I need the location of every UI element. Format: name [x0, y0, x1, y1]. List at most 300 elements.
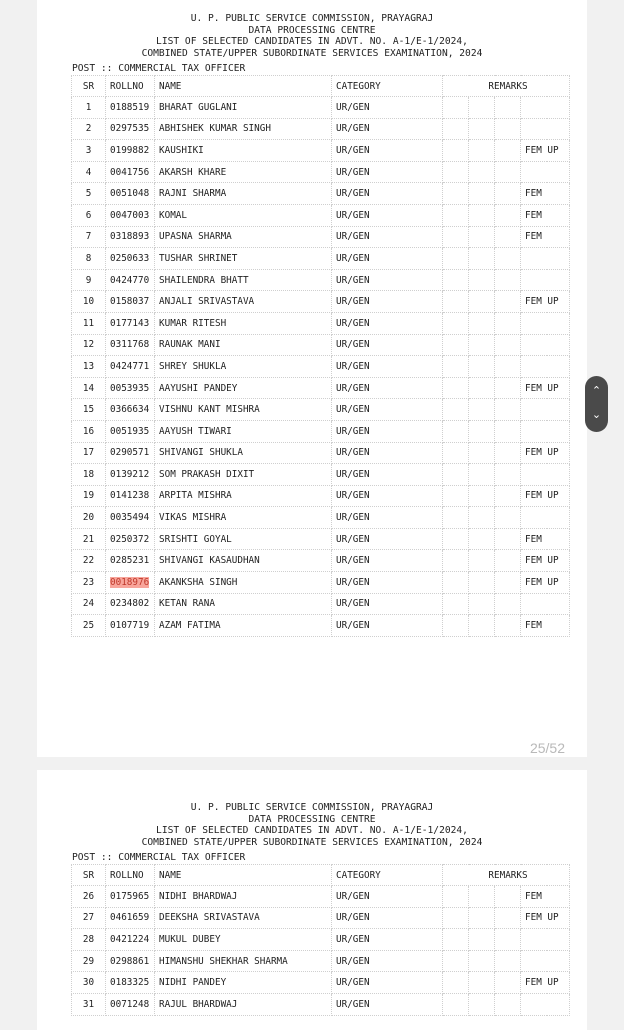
row-sr: 14 — [72, 377, 106, 399]
chevron-down-icon[interactable]: ⌄ — [591, 408, 602, 421]
table-row — [72, 140, 570, 162]
row-remarks-blank — [443, 972, 469, 994]
row-name: SRISHTI GOYAL — [155, 528, 332, 550]
row-name: ARPITA MISHRA — [155, 485, 332, 507]
table-row — [72, 204, 570, 226]
row-remarks-blank — [443, 593, 469, 615]
row-remarks-blank — [495, 183, 521, 205]
candidates-table — [71, 75, 570, 637]
row-name: KAUSHIKI — [155, 140, 332, 162]
row-remarks: FEM UP — [521, 550, 570, 572]
row-remarks — [521, 356, 570, 378]
row-remarks-blank — [495, 248, 521, 270]
row-remarks: FEM — [521, 886, 570, 908]
row-name: KUMAR RITESH — [155, 312, 332, 334]
row-sr: 25 — [72, 615, 106, 637]
row-rollno: 0183325 — [106, 972, 155, 994]
row-remarks-blank — [469, 140, 495, 162]
row-sr: 30 — [72, 972, 106, 994]
table-row — [72, 593, 570, 615]
row-remarks: FEM UP — [521, 572, 570, 594]
row-category: UR/GEN — [332, 377, 443, 399]
row-remarks-blank — [495, 226, 521, 248]
row-category: UR/GEN — [332, 464, 443, 486]
row-remarks: FEM — [521, 528, 570, 550]
row-remarks: FEM UP — [521, 140, 570, 162]
row-sr: 15 — [72, 399, 106, 421]
chevron-up-icon[interactable]: ⌃ — [591, 384, 602, 397]
row-remarks-blank — [469, 226, 495, 248]
row-remarks-blank — [495, 269, 521, 291]
row-remarks-blank — [443, 615, 469, 637]
row-sr: 18 — [72, 464, 106, 486]
table-row — [72, 161, 570, 183]
row-category: UR/GEN — [332, 507, 443, 529]
row-name: MUKUL DUBEY — [155, 929, 332, 951]
page-number: 25/52 — [529, 740, 565, 756]
table-row — [72, 929, 570, 951]
row-rollno: 0424770 — [106, 269, 155, 291]
row-sr: 3 — [72, 140, 106, 162]
row-remarks-blank — [469, 334, 495, 356]
row-remarks-blank — [469, 464, 495, 486]
row-category: UR/GEN — [332, 312, 443, 334]
row-name: SHAILENDRA BHATT — [155, 269, 332, 291]
row-remarks-blank — [443, 312, 469, 334]
row-remarks: FEM — [521, 204, 570, 226]
row-sr: 4 — [72, 161, 106, 183]
table-body — [72, 886, 570, 1016]
row-remarks-blank — [443, 950, 469, 972]
row-remarks-blank — [495, 485, 521, 507]
row-remarks-blank — [469, 993, 495, 1015]
table-row — [72, 507, 570, 529]
row-name: DEEKSHA SRIVASTAVA — [155, 907, 332, 929]
row-rollno — [106, 572, 155, 594]
row-remarks-blank — [469, 269, 495, 291]
row-sr: 19 — [72, 485, 106, 507]
row-remarks-blank — [443, 334, 469, 356]
row-name: VISHNU KANT MISHRA — [155, 399, 332, 421]
row-rollno: 0041756 — [106, 161, 155, 183]
header-exam: COMBINED STATE/UPPER SUBORDINATE SERVICES EXAMINATION, 2024 — [141, 836, 483, 848]
row-rollno: 0234802 — [106, 593, 155, 615]
row-remarks-blank — [469, 118, 495, 140]
col-category: CATEGORY — [332, 76, 443, 97]
row-remarks-blank — [443, 550, 469, 572]
row-remarks-blank — [469, 929, 495, 951]
row-category: UR/GEN — [332, 993, 443, 1015]
row-remarks-blank — [443, 377, 469, 399]
col-rollno: ROLLNO — [106, 865, 155, 886]
row-name: TUSHAR SHRINET — [155, 248, 332, 270]
row-rollno: 0141238 — [106, 485, 155, 507]
row-sr: 2 — [72, 118, 106, 140]
row-category: UR/GEN — [332, 269, 443, 291]
row-remarks-blank — [443, 907, 469, 929]
row-category: UR/GEN — [332, 97, 443, 119]
row-remarks — [521, 507, 570, 529]
row-sr: 11 — [72, 312, 106, 334]
row-remarks-blank — [469, 161, 495, 183]
table-row — [72, 420, 570, 442]
row-category: UR/GEN — [332, 226, 443, 248]
row-sr: 8 — [72, 248, 106, 270]
row-remarks-blank — [469, 528, 495, 550]
table-row — [72, 183, 570, 205]
row-rollno: 0199882 — [106, 140, 155, 162]
row-remarks-blank — [495, 572, 521, 594]
row-rollno: 0250633 — [106, 248, 155, 270]
post-label: POST :: COMMERCIAL TAX OFFICER — [72, 63, 246, 74]
row-remarks-blank — [443, 291, 469, 313]
highlighted-rollno: 0018976 — [110, 576, 150, 588]
row-remarks — [521, 97, 570, 119]
row-name: BHARAT GUGLANI — [155, 97, 332, 119]
row-remarks-blank — [443, 248, 469, 270]
row-remarks-blank — [469, 97, 495, 119]
row-remarks-blank — [443, 226, 469, 248]
pdf-page-25 — [37, 0, 587, 757]
table-row — [72, 464, 570, 486]
header-commission: U. P. PUBLIC SERVICE COMMISSION, PRAYAGRAJ — [190, 802, 434, 813]
row-remarks-blank — [469, 507, 495, 529]
row-remarks-blank — [469, 485, 495, 507]
table-row — [72, 485, 570, 507]
header-centre: DATA PROCESSING CENTRE — [248, 813, 376, 825]
row-rollno: 0107719 — [106, 615, 155, 637]
row-rollno: 0298861 — [106, 950, 155, 972]
row-rollno: 0188519 — [106, 97, 155, 119]
row-remarks-blank — [443, 97, 469, 119]
row-category: UR/GEN — [332, 291, 443, 313]
row-sr: 5 — [72, 183, 106, 205]
row-name: AAYUSHI PANDEY — [155, 377, 332, 399]
row-sr: 26 — [72, 886, 106, 908]
row-rollno: 0366634 — [106, 399, 155, 421]
row-name: SHREY SHUKLA — [155, 356, 332, 378]
row-remarks-blank — [469, 442, 495, 464]
row-category: UR/GEN — [332, 334, 443, 356]
row-remarks-blank — [469, 593, 495, 615]
row-sr: 28 — [72, 929, 106, 951]
row-remarks — [521, 118, 570, 140]
row-remarks-blank — [495, 442, 521, 464]
row-remarks-blank — [443, 420, 469, 442]
row-category: UR/GEN — [332, 950, 443, 972]
row-remarks-blank — [495, 161, 521, 183]
table-header-row — [72, 76, 570, 97]
table-row — [72, 550, 570, 572]
table-row — [72, 269, 570, 291]
row-rollno: 0139212 — [106, 464, 155, 486]
row-category: UR/GEN — [332, 886, 443, 908]
row-remarks-blank — [443, 399, 469, 421]
post-label: POST :: COMMERCIAL TAX OFFICER — [72, 852, 246, 863]
table-row — [72, 377, 570, 399]
row-remarks: FEM UP — [521, 485, 570, 507]
row-remarks-blank — [495, 334, 521, 356]
row-rollno: 0250372 — [106, 528, 155, 550]
row-remarks-blank — [495, 97, 521, 119]
row-remarks: FEM UP — [521, 291, 570, 313]
row-remarks — [521, 334, 570, 356]
header-list-title: LIST OF SELECTED CANDIDATES IN ADVT. NO. A-1/E-1/2024, — [156, 825, 468, 836]
row-rollno: 0053935 — [106, 377, 155, 399]
row-category: UR/GEN — [332, 161, 443, 183]
col-category: CATEGORY — [332, 865, 443, 886]
header-centre: DATA PROCESSING CENTRE — [248, 24, 376, 36]
row-remarks-blank — [443, 204, 469, 226]
row-rollno: 0047003 — [106, 204, 155, 226]
row-sr: 17 — [72, 442, 106, 464]
col-sr: SR — [72, 865, 106, 886]
table-body — [72, 97, 570, 637]
row-rollno: 0311768 — [106, 334, 155, 356]
row-sr: 29 — [72, 950, 106, 972]
row-category: UR/GEN — [332, 420, 443, 442]
row-remarks — [521, 464, 570, 486]
pdf-page-26 — [37, 770, 587, 1030]
row-rollno: 0071248 — [106, 993, 155, 1015]
row-name: NIDHI BHARDWAJ — [155, 886, 332, 908]
row-remarks-blank — [495, 907, 521, 929]
row-remarks — [521, 312, 570, 334]
document-header — [37, 0, 587, 59]
row-category: UR/GEN — [332, 929, 443, 951]
row-remarks-blank — [495, 377, 521, 399]
table-row — [72, 399, 570, 421]
row-rollno: 0051935 — [106, 420, 155, 442]
row-remarks-blank — [495, 972, 521, 994]
col-rollno: ROLLNO — [106, 76, 155, 97]
col-name: NAME — [155, 865, 332, 886]
table-row — [72, 442, 570, 464]
row-remarks-blank — [469, 420, 495, 442]
row-remarks-blank — [495, 950, 521, 972]
table-row — [72, 248, 570, 270]
row-remarks-blank — [443, 572, 469, 594]
row-remarks: FEM UP — [521, 442, 570, 464]
row-sr: 27 — [72, 907, 106, 929]
row-sr: 9 — [72, 269, 106, 291]
row-rollno: 0424771 — [106, 356, 155, 378]
row-remarks-blank — [443, 269, 469, 291]
row-remarks-blank — [469, 377, 495, 399]
row-name: RAUNAK MANI — [155, 334, 332, 356]
row-remarks-blank — [469, 183, 495, 205]
row-sr: 23 — [72, 572, 106, 594]
row-remarks: FEM UP — [521, 377, 570, 399]
row-rollno: 0421224 — [106, 929, 155, 951]
candidates-table — [71, 864, 570, 1016]
row-remarks — [521, 420, 570, 442]
row-remarks-blank — [469, 248, 495, 270]
row-remarks — [521, 161, 570, 183]
row-remarks-blank — [495, 356, 521, 378]
page-scroll-control[interactable] — [585, 376, 608, 432]
table-row — [72, 118, 570, 140]
row-category: UR/GEN — [332, 593, 443, 615]
table-row — [72, 312, 570, 334]
row-sr: 1 — [72, 97, 106, 119]
table-row — [72, 615, 570, 637]
row-name: ABHISHEK KUMAR SINGH — [155, 118, 332, 140]
table-row — [72, 356, 570, 378]
row-rollno: 0051048 — [106, 183, 155, 205]
document-header — [37, 770, 587, 848]
table-row — [72, 950, 570, 972]
row-sr: 21 — [72, 528, 106, 550]
row-remarks — [521, 248, 570, 270]
row-remarks-blank — [469, 550, 495, 572]
row-name: RAJNI SHARMA — [155, 183, 332, 205]
row-sr: 20 — [72, 507, 106, 529]
table-row — [72, 572, 570, 594]
row-remarks-blank — [495, 593, 521, 615]
row-sr: 13 — [72, 356, 106, 378]
row-remarks: FEM — [521, 183, 570, 205]
row-name: HIMANSHU SHEKHAR SHARMA — [155, 950, 332, 972]
row-category: UR/GEN — [332, 550, 443, 572]
row-remarks — [521, 993, 570, 1015]
row-remarks-blank — [469, 972, 495, 994]
row-category: UR/GEN — [332, 399, 443, 421]
row-sr: 22 — [72, 550, 106, 572]
row-remarks-blank — [495, 399, 521, 421]
row-rollno: 0175965 — [106, 886, 155, 908]
row-rollno: 0177143 — [106, 312, 155, 334]
row-remarks-blank — [443, 886, 469, 908]
row-remarks-blank — [443, 507, 469, 529]
col-sr: SR — [72, 76, 106, 97]
row-remarks-blank — [495, 993, 521, 1015]
row-remarks-blank — [469, 291, 495, 313]
row-remarks-blank — [469, 312, 495, 334]
row-name: KETAN RANA — [155, 593, 332, 615]
table-row — [72, 97, 570, 119]
row-rollno: 0290571 — [106, 442, 155, 464]
table-row — [72, 291, 570, 313]
row-category: UR/GEN — [332, 118, 443, 140]
row-name: ANJALI SRIVASTAVA — [155, 291, 332, 313]
row-remarks-blank — [495, 140, 521, 162]
row-remarks-blank — [469, 907, 495, 929]
row-remarks-blank — [495, 550, 521, 572]
row-sr: 7 — [72, 226, 106, 248]
header-commission: U. P. PUBLIC SERVICE COMMISSION, PRAYAGRAJ — [190, 13, 434, 24]
row-category: UR/GEN — [332, 442, 443, 464]
row-name: AKANKSHA SINGH — [155, 572, 332, 594]
row-name: KOMAL — [155, 204, 332, 226]
row-category: UR/GEN — [332, 248, 443, 270]
row-remarks-blank — [469, 886, 495, 908]
row-remarks-blank — [495, 929, 521, 951]
row-remarks-blank — [443, 161, 469, 183]
row-rollno: 0158037 — [106, 291, 155, 313]
row-rollno: 0297535 — [106, 118, 155, 140]
row-name: AAYUSH TIWARI — [155, 420, 332, 442]
table-row — [72, 334, 570, 356]
row-remarks — [521, 399, 570, 421]
row-remarks-blank — [469, 356, 495, 378]
row-remarks — [521, 950, 570, 972]
row-remarks: FEM UP — [521, 972, 570, 994]
row-remarks-blank — [469, 399, 495, 421]
row-sr: 6 — [72, 204, 106, 226]
row-category: UR/GEN — [332, 356, 443, 378]
row-rollno: 0461659 — [106, 907, 155, 929]
row-remarks-blank — [443, 442, 469, 464]
row-remarks-blank — [443, 140, 469, 162]
row-remarks-blank — [443, 528, 469, 550]
table-row — [72, 226, 570, 248]
row-remarks-blank — [469, 950, 495, 972]
row-remarks-blank — [469, 572, 495, 594]
table-row — [72, 907, 570, 929]
row-sr: 10 — [72, 291, 106, 313]
row-remarks-blank — [443, 356, 469, 378]
row-sr: 16 — [72, 420, 106, 442]
table-row — [72, 972, 570, 994]
row-name: AZAM FATIMA — [155, 615, 332, 637]
row-category: UR/GEN — [332, 615, 443, 637]
row-remarks: FEM — [521, 615, 570, 637]
row-remarks: FEM UP — [521, 907, 570, 929]
row-category: UR/GEN — [332, 528, 443, 550]
row-remarks-blank — [443, 485, 469, 507]
row-remarks-blank — [469, 204, 495, 226]
table-header-row — [72, 865, 570, 886]
row-remarks-blank — [443, 183, 469, 205]
row-rollno: 0035494 — [106, 507, 155, 529]
row-category: UR/GEN — [332, 907, 443, 929]
row-category: UR/GEN — [332, 485, 443, 507]
row-rollno: 0285231 — [106, 550, 155, 572]
row-remarks-blank — [495, 464, 521, 486]
row-category: UR/GEN — [332, 972, 443, 994]
row-remarks-blank — [495, 507, 521, 529]
row-remarks-blank — [443, 464, 469, 486]
row-remarks-blank — [495, 615, 521, 637]
col-remarks: REMARKS — [443, 865, 570, 886]
header-list-title: LIST OF SELECTED CANDIDATES IN ADVT. NO. A-1/E-1/2024, — [156, 36, 468, 47]
row-remarks-blank — [495, 118, 521, 140]
row-sr: 31 — [72, 993, 106, 1015]
row-sr: 12 — [72, 334, 106, 356]
row-remarks-blank — [443, 993, 469, 1015]
row-name: NIDHI PANDEY — [155, 972, 332, 994]
row-sr: 24 — [72, 593, 106, 615]
row-remarks-blank — [495, 204, 521, 226]
row-remarks-blank — [443, 118, 469, 140]
row-name: SOM PRAKASH DIXIT — [155, 464, 332, 486]
row-remarks: FEM — [521, 226, 570, 248]
table-row — [72, 886, 570, 908]
col-remarks: REMARKS — [443, 76, 570, 97]
row-remarks-blank — [495, 291, 521, 313]
row-name: AKARSH KHARE — [155, 161, 332, 183]
row-name: VIKAS MISHRA — [155, 507, 332, 529]
row-name: UPASNA SHARMA — [155, 226, 332, 248]
row-name: RAJUL BHARDWAJ — [155, 993, 332, 1015]
header-exam: COMBINED STATE/UPPER SUBORDINATE SERVICES EXAMINATION, 2024 — [141, 47, 483, 59]
table-row — [72, 528, 570, 550]
row-category: UR/GEN — [332, 204, 443, 226]
row-remarks-blank — [469, 615, 495, 637]
row-remarks-blank — [495, 420, 521, 442]
row-remarks — [521, 929, 570, 951]
